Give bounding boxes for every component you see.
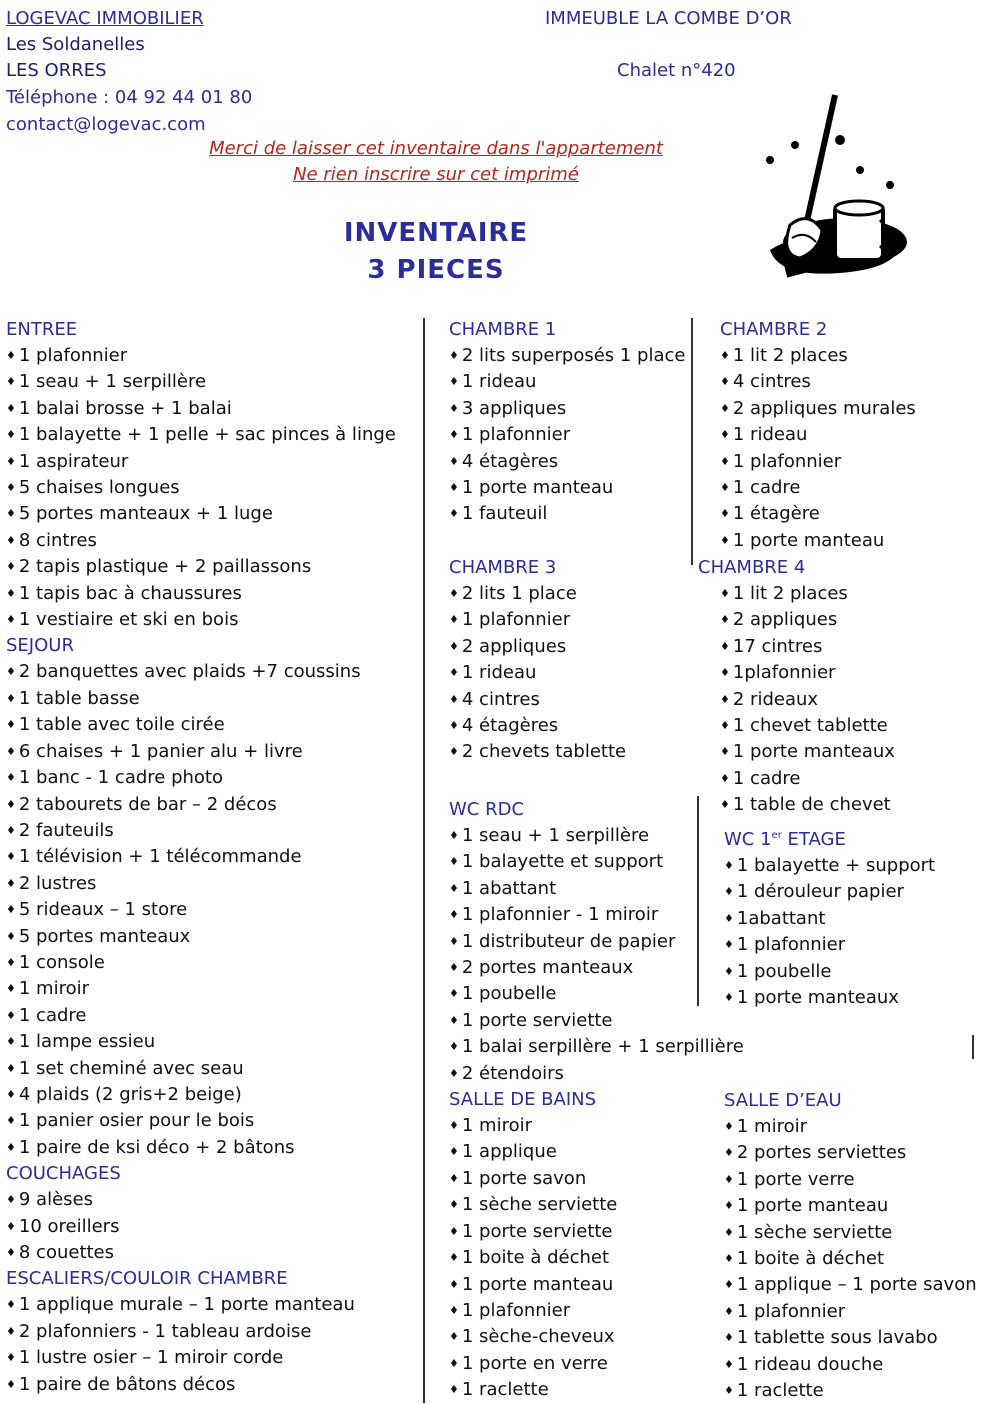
column-divider-2a <box>691 318 693 565</box>
section-title: WC RDC <box>449 799 525 820</box>
section-title: SALLE D’EAU <box>724 1090 842 1111</box>
list-item: ♦ 6 chaises + 1 panier alu + livre <box>6 739 396 765</box>
list-item: ♦ 1 tablette sous lavabo <box>724 1325 977 1351</box>
section-title-chambre-4: CHAMBRE 4 <box>698 557 806 578</box>
list-item: ♦ 1 paire de ksi déco + 2 bâtons <box>6 1135 396 1161</box>
list-item: ♦ 2 appliques <box>720 607 895 633</box>
section-title: CHAMBRE 2 <box>720 319 828 340</box>
list-item: ♦ 1 porte en verre <box>449 1351 744 1377</box>
notice-keep-inventory: Merci de laisser cet inventaire dans l'appartement <box>209 138 663 159</box>
list-item: ♦ 1 plafonnier <box>449 607 626 633</box>
list-item: ♦ 1 fauteuil <box>449 501 686 527</box>
notice-no-writing: Ne rien inscrire sur cet imprimé <box>293 164 579 185</box>
list-item: ♦ 1 plafonnier - 1 miroir <box>449 902 744 928</box>
list-item: ♦ 8 couettes <box>6 1240 396 1266</box>
list-item: ♦ 1 porte manteau <box>724 1193 977 1219</box>
list-item: ♦ 1 balai brosse + 1 balai <box>6 396 396 422</box>
list-item: ♦ 5 portes manteaux <box>6 924 396 950</box>
list-item: ♦ 1 panier osier pour le bois <box>6 1108 396 1134</box>
list-item: ♦ 1 rideau <box>720 422 916 448</box>
building-name: IMMEUBLE LA COMBE D’OR <box>545 8 792 29</box>
list-item: ♦ 1 porte manteau <box>449 475 686 501</box>
list-item: ♦ 4 cintres <box>720 369 916 395</box>
list-item: ♦ 1 porte savon <box>449 1166 744 1192</box>
section-wc-etage <box>724 823 935 1011</box>
section-title-sup: er <box>771 830 782 841</box>
list-item: ♦ 1 poubelle <box>724 959 935 985</box>
list-item: ♦ 1 étagère <box>720 501 916 527</box>
section-title: ESCALIERS/COULOIR CHAMBRE <box>6 1268 288 1290</box>
list-item: ♦ 1 applique <box>449 1139 744 1165</box>
section-chambre-1 <box>449 317 686 528</box>
list-item: ♦ 1 lustre osier – 1 miroir corde <box>6 1345 396 1371</box>
list-item: ♦ 1 porte serviette <box>449 1219 744 1245</box>
list-item: ♦ 2 étendoirs <box>449 1061 744 1087</box>
list-item: ♦ 1 cadre <box>720 475 916 501</box>
list-item: ♦ 1 seau + 1 serpillère <box>6 369 396 395</box>
list-item: ♦ 1 rideau <box>449 369 686 395</box>
section-title: CHAMBRE 3 <box>449 557 557 578</box>
section-title: COUCHAGES <box>6 1163 121 1185</box>
list-item: ♦ 2 portes serviettes <box>724 1140 977 1166</box>
list-item: ♦ 1 miroir <box>449 1113 744 1139</box>
list-item: ♦ 1 balayette + support <box>724 853 935 879</box>
section-chambre-3 <box>449 555 626 766</box>
agency-name: LOGEVAC IMMOBILIER <box>6 8 204 29</box>
list-item: ♦ 2 plafonniers - 1 tableau ardoise <box>6 1319 396 1345</box>
list-item: ♦ 10 oreillers <box>6 1214 396 1240</box>
list-item: ♦ 1 table avec toile cirée <box>6 712 396 738</box>
list-item: ♦ 1 plafonnier <box>724 932 935 958</box>
section-title: ENTREE <box>6 319 78 340</box>
section-salle-deau <box>724 1088 977 1404</box>
list-item: ♦ 1 lit 2 places <box>720 581 895 607</box>
list-item: ♦ 1 miroir <box>6 976 396 1002</box>
phone-number: Téléphone : 04 92 44 01 80 <box>6 87 253 108</box>
list-item: ♦ 1 table de chevet <box>720 792 895 818</box>
list-item: ♦ 1 télévision + 1 télécommande <box>6 844 396 870</box>
list-item: ♦ 2 tapis plastique + 2 paillassons <box>6 554 396 580</box>
list-item: ♦ 1 banc - 1 cadre photo <box>6 765 396 791</box>
list-item: ♦ 2 portes manteaux <box>449 955 744 981</box>
list-item: ♦ 1 sèche serviette <box>724 1220 977 1246</box>
list-item: ♦ 1 set cheminé avec seau <box>6 1056 396 1082</box>
list-item: ♦ 1 rideau <box>449 660 626 686</box>
list-item: ♦ 1 porte serviette <box>449 1008 744 1034</box>
list-item: ♦ 4 étagères <box>449 713 626 739</box>
column-mark <box>972 1035 974 1059</box>
list-item: ♦ 1 paire de bâtons décos <box>6 1372 396 1398</box>
list-item: ♦ 1 cadre <box>6 1003 396 1029</box>
section-title: SEJOUR <box>6 635 74 657</box>
list-item: ♦ 1 plafonnier <box>6 343 396 369</box>
list-item: ♦ 1 porte manteau <box>449 1272 744 1298</box>
list-item: ♦ 1 porte manteau <box>720 528 916 554</box>
list-item: ♦ 1 plafonnier <box>720 449 916 475</box>
list-item: ♦ 1 chevet tablette <box>720 713 895 739</box>
list-item: ♦ 4 plaids (2 gris+2 beige) <box>6 1082 396 1108</box>
list-item: ♦ 1 miroir <box>724 1114 977 1140</box>
list-item: ♦ 1 raclette <box>449 1377 744 1403</box>
list-item: ♦ 1 plafonnier <box>449 1298 744 1324</box>
list-item: ♦ 1 dérouleur papier <box>724 879 935 905</box>
section-title-prefix: WC 1 <box>724 829 772 850</box>
list-item: ♦ 1 balayette + 1 pelle + sac pinces à linge <box>6 422 396 448</box>
list-item: ♦ 1abattant <box>724 906 935 932</box>
list-item: ♦ 8 cintres <box>6 528 396 554</box>
list-item: ♦ 17 cintres <box>720 634 895 660</box>
list-item: ♦ 1 lit 2 places <box>720 343 916 369</box>
list-item: ♦ 1 distributeur de papier <box>449 929 744 955</box>
list-item: ♦ 1 boite à déchet <box>449 1245 744 1271</box>
list-item: ♦ 1 vestiaire et ski en bois <box>6 607 396 633</box>
list-item: ♦ 1 rideau douche <box>724 1352 977 1378</box>
list-item: ♦ 1 porte verre <box>724 1167 977 1193</box>
list-item: ♦ 1 abattant <box>449 876 744 902</box>
list-item: ♦ 1 porte manteaux <box>720 739 895 765</box>
email-address: contact@logevac.com <box>6 114 206 135</box>
address-line-2: LES ORRES <box>6 60 107 81</box>
section-title: SALLE DE BAINS <box>449 1089 597 1111</box>
list-item: ♦ 2 lits superposés 1 place <box>449 343 686 369</box>
list-item: ♦ 2 banquettes avec plaids +7 coussins <box>6 659 396 685</box>
section-title <box>724 823 935 853</box>
list-item: ♦ 2 chevets tablette <box>449 739 626 765</box>
list-item: ♦ 1 console <box>6 950 396 976</box>
list-item: ♦ 5 chaises longues <box>6 475 396 501</box>
chalet-number: Chalet n°420 <box>617 60 736 81</box>
column-divider-1 <box>423 318 425 1403</box>
list-item: ♦ 9 alèses <box>6 1187 396 1213</box>
section-chambre-2 <box>720 317 916 554</box>
list-item: ♦ 2 tabourets de bar – 2 décos <box>6 792 396 818</box>
list-item: ♦ 4 cintres <box>449 687 626 713</box>
list-item: ♦ 1plafonnier <box>720 660 895 686</box>
list-item: ♦ 2 appliques murales <box>720 396 916 422</box>
list-item: ♦ 1 tapis bac à chaussures <box>6 581 396 607</box>
address-line-1: Les Soldanelles <box>6 34 145 55</box>
list-item: ♦ 2 fauteuils <box>6 818 396 844</box>
list-item: ♦ 1 boite à déchet <box>724 1246 977 1272</box>
list-item: ♦ 1 poubelle <box>449 981 744 1007</box>
list-item: ♦ 3 appliques <box>449 396 686 422</box>
section-wc-rdc <box>449 797 744 1404</box>
list-item: ♦ 5 rideaux – 1 store <box>6 897 396 923</box>
page-subtitle: 3 PIECES <box>367 255 505 285</box>
cleaning-mop-bucket-icon <box>750 90 910 285</box>
list-item: ♦ 4 étagères <box>449 449 686 475</box>
list-item: ♦ 2 lustres <box>6 871 396 897</box>
list-item: ♦ 1 plafonnier <box>724 1299 977 1325</box>
list-item: ♦ 1 lampe essieu <box>6 1029 396 1055</box>
list-item: ♦ 1 seau + 1 serpillère <box>449 823 744 849</box>
list-item: ♦ 2 appliques <box>449 634 626 660</box>
list-item: ♦ 2 lits 1 place <box>449 581 626 607</box>
section-chambre-4 <box>720 581 895 819</box>
list-item: ♦ 1 aspirateur <box>6 449 396 475</box>
list-item: ♦ 1 sèche-cheveux <box>449 1324 744 1350</box>
list-item: ♦ 1 plafonnier <box>449 422 686 448</box>
list-item: ♦ 1 cadre <box>720 766 895 792</box>
list-item: ♦ 1 sèche serviette <box>449 1192 744 1218</box>
section-title-suffix: ETAGE <box>781 829 846 850</box>
list-item: ♦ 1 raclette <box>724 1378 977 1404</box>
section-entree <box>6 317 396 1398</box>
list-item: ♦ 2 rideaux <box>720 687 895 713</box>
list-item: ♦ 5 portes manteaux + 1 luge <box>6 501 396 527</box>
list-item: ♦ 1 balai serpillère + 1 serpillière <box>449 1034 744 1060</box>
list-item: ♦ 1 applique murale – 1 porte manteau <box>6 1292 396 1318</box>
page-title: INVENTAIRE <box>343 218 529 248</box>
list-item: ♦ 1 balayette et support <box>449 849 744 875</box>
section-title: CHAMBRE 1 <box>449 319 557 340</box>
list-item: ♦ 1 porte manteaux <box>724 985 935 1011</box>
list-item: ♦ 1 applique – 1 porte savon <box>724 1272 977 1298</box>
list-item: ♦ 1 table basse <box>6 686 396 712</box>
